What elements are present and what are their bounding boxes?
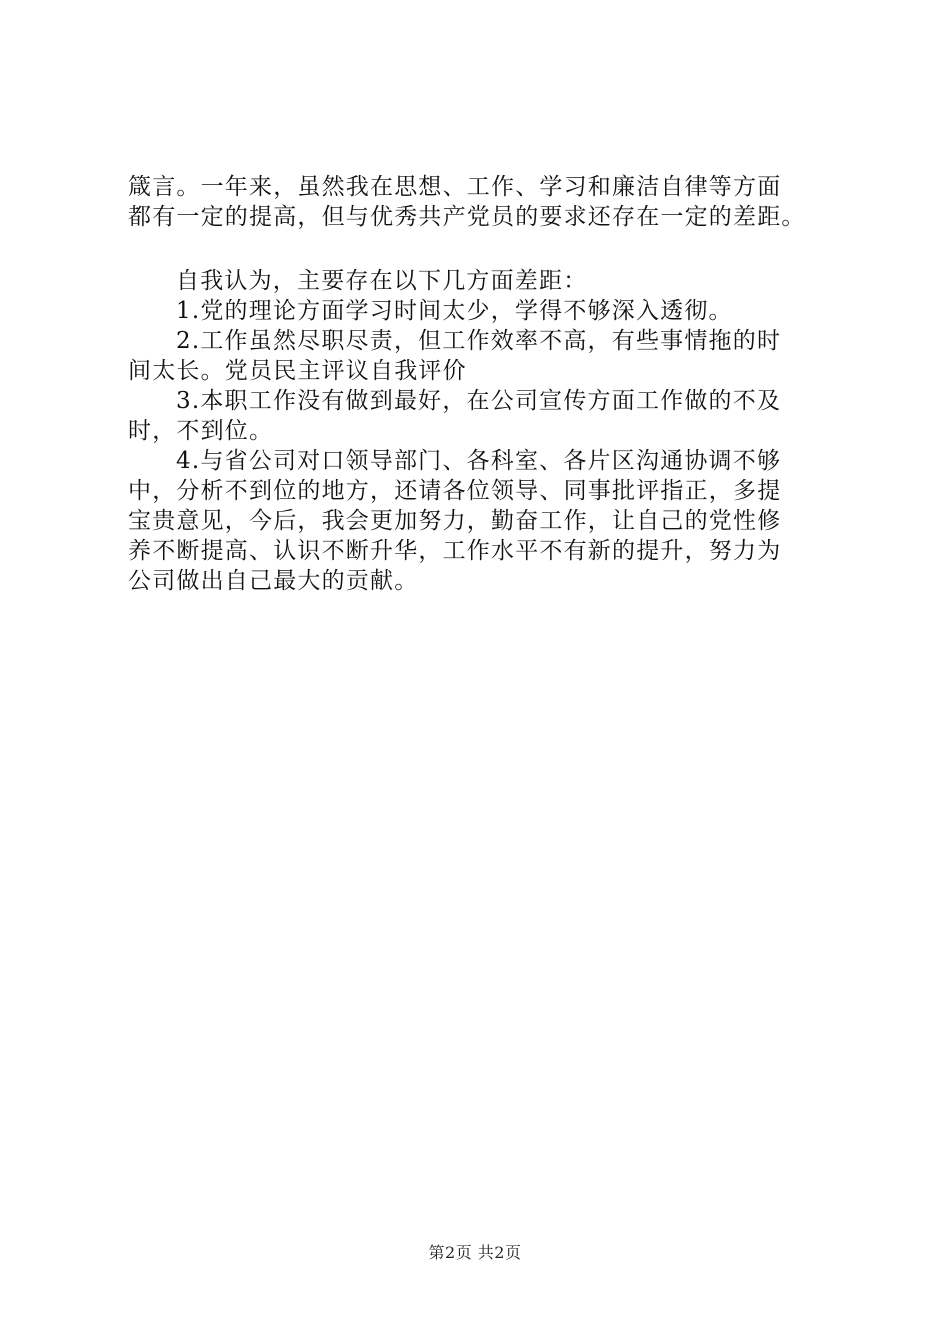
list-item-4: 4.与省公司对口领导部门、各科室、各片区沟通协调不够 — [176, 448, 782, 474]
list-item-4-continued: 宝贵意见，今后，我会更加努力，勤奋工作，让自己的党性修 — [128, 508, 782, 534]
text-line: 都有一定的提高，但与优秀共产党员的要求还存在一定的差距。 — [128, 204, 806, 230]
text-line: 箴言。一年来，虽然我在思想、工作、学习和廉洁自律等方面 — [128, 174, 782, 200]
paragraph-gap — [128, 232, 834, 266]
list-item-3: 3.本职工作没有做到最好，在公司宣传方面工作做的不及 — [176, 388, 782, 414]
list-item-4-continued: 中，分析不到位的地方，还请各位领导、同事批评指正，多提 — [128, 478, 782, 504]
text-line: 自我认为，主要存在以下几方面差距： — [176, 268, 588, 294]
document-body — [128, 172, 834, 596]
page-number-footer: 第2页 共2页 — [428, 1243, 522, 1262]
list-item-4-continued: 养不断提高、认识不断升华，工作水平不有新的提升，努力为 — [128, 538, 782, 564]
list-item-1: 1.党的理论方面学习时间太少，学得不够深入透彻。 — [176, 298, 733, 324]
list-item-2-continued: 间太长。党员民主评议自我评价 — [128, 358, 467, 384]
list-item-4-continued: 公司做出自己最大的贡献。 — [128, 568, 419, 594]
list-item-2: 2.工作虽然尽职尽责，但工作效率不高，有些事情拖的时 — [176, 328, 782, 354]
list-item-3-continued: 时，不到位。 — [128, 418, 274, 444]
